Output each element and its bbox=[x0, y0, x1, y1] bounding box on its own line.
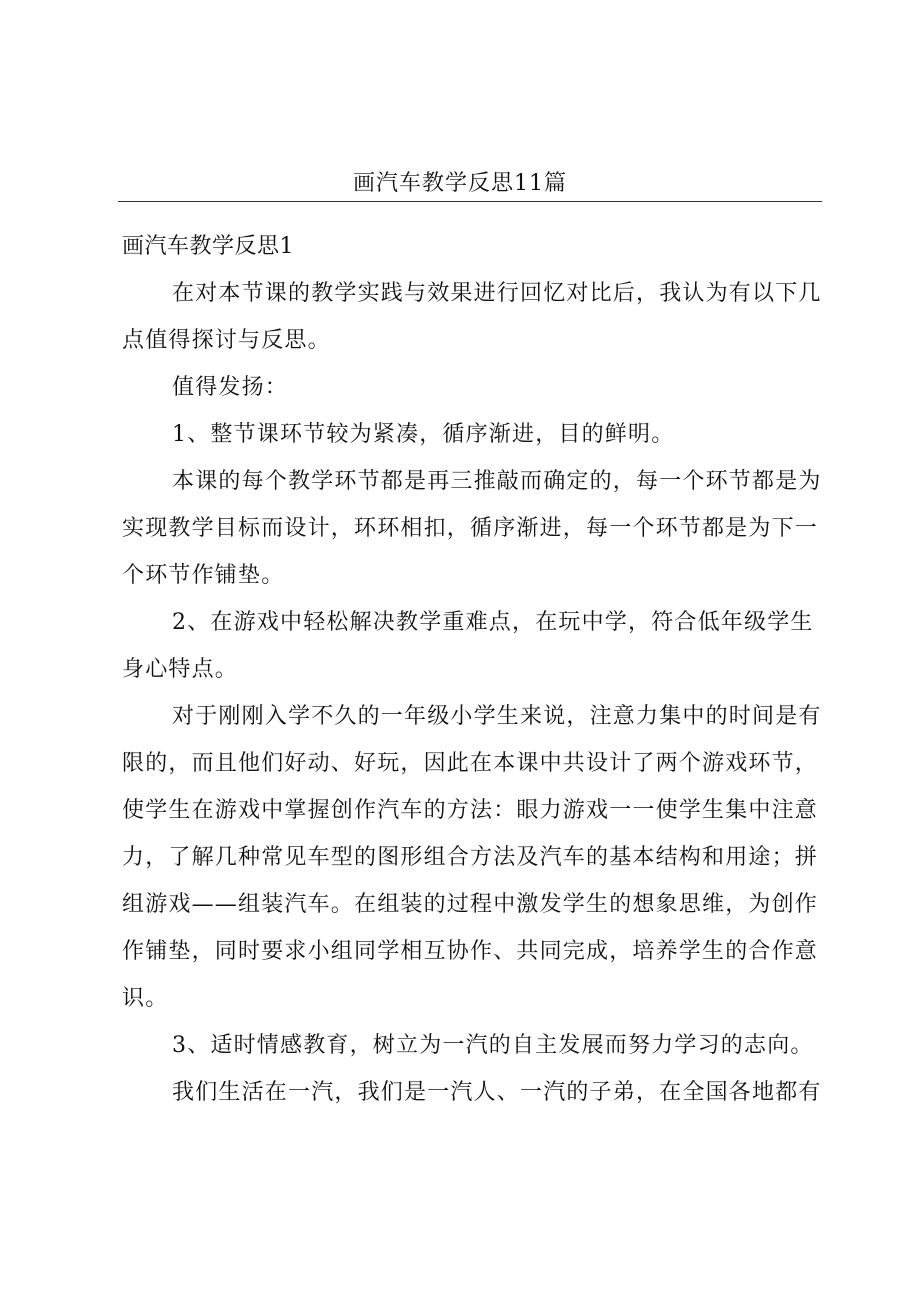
paragraph-merits-heading: 值得发扬： bbox=[172, 375, 289, 400]
title-divider bbox=[118, 201, 822, 202]
paragraph-point-2-detail: 对于刚刚入学不久的一年级小学生来说，注意力集中的时间是有限的，而且他们好动、好玩，因此在本课中共设计了两个游戏环节，使学生在游戏中掌握创作汽车的方法：眼力游戏一一使学生集中注意力，了解几种常见车型的图形组合方法及汽车的基本结构和用途；拼组游戏——组装汽车。在组装的过程中激发学生的想象思维，为创作作铺垫，同时要求小组同学相互协作、共同完成，培养学生的合作意识。 bbox=[122, 704, 822, 1011]
paragraph-point-1-detail: 本课的每个教学环节都是再三推敲而确定的，每一个环节都是为实现教学目标而设计，环环相扣，循序渐进，每一个环节都是为下一个环节作铺垫。 bbox=[122, 469, 822, 588]
paragraph-point-1: 1、整节课环节较为紧凑，循序渐进，目的鲜明。 bbox=[172, 422, 675, 447]
section-heading: 画汽车教学反思1 bbox=[122, 234, 294, 259]
paragraph-point-2: 2、在游戏中轻松解决教学重难点，在玩中学，符合低年级学生身心特点。 bbox=[122, 610, 814, 682]
document-title: 画汽车教学反思11篇 bbox=[353, 171, 567, 196]
paragraph-intro: 在对本节课的教学实践与效果进行回忆对比后，我认为有以下几点值得探讨与反思。 bbox=[122, 281, 822, 353]
paragraph-point-3: 3、适时情感教育，树立为一汽的自主发展而努力学习的志向。 bbox=[172, 1033, 814, 1058]
paragraph-point-3-detail: 我们生活在一汽，我们是一汽人、一汽的子弟，在全国各地都有 bbox=[172, 1080, 822, 1105]
document-body bbox=[122, 223, 822, 1116]
